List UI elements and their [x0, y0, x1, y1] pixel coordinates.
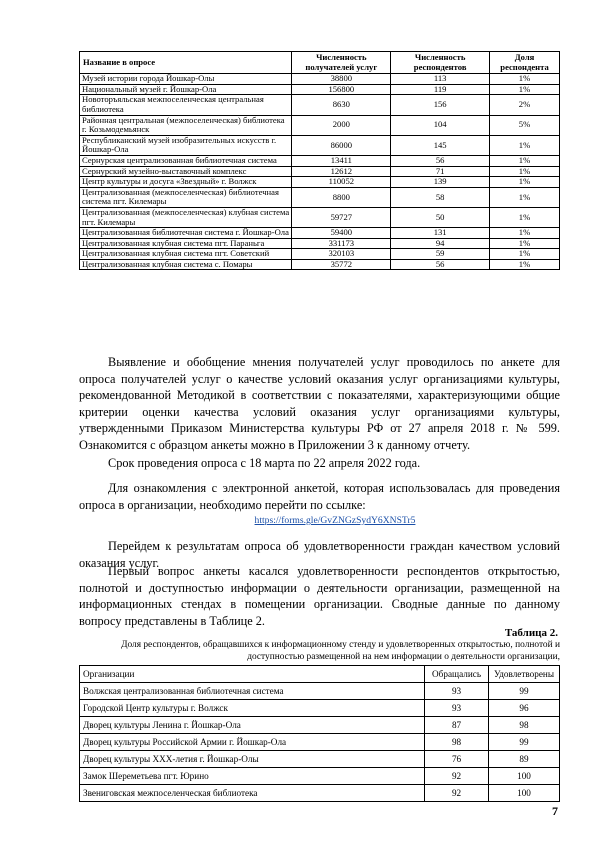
column-header-respondents: Численность респондентов — [391, 52, 490, 74]
cell-recipients: 12612 — [292, 166, 391, 177]
recipients-table — [79, 51, 560, 270]
table-row — [80, 768, 560, 785]
table-2-title: Таблица 2. — [504, 627, 558, 639]
column-header-satisfied: Удовлетворены — [489, 666, 560, 683]
cell-respondents: 58 — [391, 187, 490, 207]
table-row — [80, 115, 560, 135]
cell-share: 1% — [490, 238, 560, 249]
table-row — [80, 74, 560, 85]
cell-org: Дворец культуры Ленина г. Йошкар-Ола — [80, 717, 425, 734]
cell-name: Централизованная библиотечная система г. Йошкар-Ола — [80, 228, 292, 239]
table-row — [80, 95, 560, 115]
table-row — [80, 187, 560, 207]
paragraph-survey-method: Выявление и обобщение мнения получателей услуг проводилось по анкете для опроса получателей услуг о качестве условий оказания услуг организациями культуры, рекомендованной Методикой в соответствии с показателями, характеризующими общие критерии оценки качества условий оказания услуг организациями культуры, утвержденными Приказом Министерства культуры РФ от 27 апреля 2018 г. № 599. Ознакомится с образцом анкеты можно в Приложении 3 к данному отчету. — [79, 355, 560, 452]
cell-recipients: 35772 — [292, 259, 391, 270]
cell-recipients: 2000 — [292, 115, 391, 135]
cell-recipients: 13411 — [292, 155, 391, 166]
table-row — [80, 135, 560, 155]
column-header-share: Доля респондента — [490, 52, 560, 74]
cell-recipients: 38800 — [292, 74, 391, 85]
cell-share: 1% — [490, 155, 560, 166]
table-header-row — [80, 52, 560, 74]
cell-respondents: 50 — [391, 207, 490, 227]
cell-name: Центр культуры и досуга «Звездный» г. Волжск — [80, 177, 292, 188]
table-row — [80, 785, 560, 802]
cell-name: Сернурский музейно-выставочный комплекс — [80, 166, 292, 177]
table-row — [80, 177, 560, 188]
table-row — [80, 734, 560, 751]
table-row — [80, 249, 560, 260]
cell-name: Централизованная клубная система с. Помары — [80, 259, 292, 270]
cell-share: 1% — [490, 135, 560, 155]
cell-respondents: 113 — [391, 74, 490, 85]
cell-share: 1% — [490, 249, 560, 260]
cell-org: Городской Центр культуры г. Волжск — [80, 700, 425, 717]
cell-applied: 93 — [425, 683, 489, 700]
cell-satisfied: 100 — [489, 785, 560, 802]
cell-share: 1% — [490, 166, 560, 177]
cell-name: Централизованная клубная система пгт. Советский — [80, 249, 292, 260]
cell-recipients: 331173 — [292, 238, 391, 249]
cell-respondents: 56 — [391, 259, 490, 270]
paragraph-first-question: Первый вопрос анкеты касался удовлетворенности респондентов открытостью, полнотой и доступностью информации о деятельности организации, размещенной на информационных стендах в помещении организации. Сводные данные по данному вопросу представлены в Таблице 2. — [79, 564, 560, 628]
cell-recipients: 8630 — [292, 95, 391, 115]
cell-share: 1% — [490, 74, 560, 85]
cell-respondents: 56 — [391, 155, 490, 166]
cell-applied: 92 — [425, 768, 489, 785]
cell-share: 1% — [490, 177, 560, 188]
cell-satisfied: 89 — [489, 751, 560, 768]
cell-share: 1% — [490, 207, 560, 227]
table-row — [80, 228, 560, 239]
cell-applied: 87 — [425, 717, 489, 734]
page-number: 7 — [552, 804, 558, 818]
column-header-org: Организации — [80, 666, 425, 683]
cell-satisfied: 100 — [489, 768, 560, 785]
cell-share: 1% — [490, 259, 560, 270]
info-stand-table-body — [80, 683, 560, 802]
survey-form-link[interactable]: https://forms.gle/GvZNGzSydY6XNSTr5 — [254, 515, 416, 526]
cell-org: Дворец культуры XXX-летия г. Йошкар-Олы — [80, 751, 425, 768]
cell-applied: 76 — [425, 751, 489, 768]
cell-respondents: 145 — [391, 135, 490, 155]
table-row — [80, 238, 560, 249]
cell-satisfied: 96 — [489, 700, 560, 717]
cell-share: 1% — [490, 84, 560, 95]
table-row — [80, 166, 560, 177]
cell-org: Звениговская межпоселенческая библиотека — [80, 785, 425, 802]
cell-respondents: 71 — [391, 166, 490, 177]
recipients-table-body — [80, 74, 560, 270]
paragraph-survey-period: Срок проведения опроса с 18 марта по 22 апреля 2022 года. — [108, 456, 421, 470]
table-row — [80, 683, 560, 700]
cell-recipients: 59400 — [292, 228, 391, 239]
cell-share: 1% — [490, 228, 560, 239]
cell-share: 5% — [490, 115, 560, 135]
table-header-row — [80, 666, 560, 683]
cell-applied: 93 — [425, 700, 489, 717]
cell-respondents: 131 — [391, 228, 490, 239]
cell-name: Новоторъяльская межпоселенческая центральная библиотека — [80, 95, 292, 115]
cell-name: Централизованная (межпоселенческая) клубная система пгт. Килемары — [80, 207, 292, 227]
cell-name: Музей истории города Йошкар-Олы — [80, 74, 292, 85]
cell-name: Сернурская централизованная библиотечная система — [80, 155, 292, 166]
cell-satisfied: 98 — [489, 717, 560, 734]
cell-applied: 98 — [425, 734, 489, 751]
column-header-recipients: Численность получателей услуг — [292, 52, 391, 74]
cell-applied: 92 — [425, 785, 489, 802]
cell-respondents: 139 — [391, 177, 490, 188]
cell-share: 1% — [490, 187, 560, 207]
cell-name: Республиканский музей изобразительных искусств г. Йошкар-Ола — [80, 135, 292, 155]
cell-recipients: 8800 — [292, 187, 391, 207]
cell-name: Районная центральная (межпоселенческая) библиотека г. Козьмодемьянск — [80, 115, 292, 135]
table-row — [80, 717, 560, 734]
table-row — [80, 207, 560, 227]
cell-org: Волжская централизованная библиотечная система — [80, 683, 425, 700]
cell-name: Централизованная клубная система пгт. Параньга — [80, 238, 292, 249]
cell-respondents: 119 — [391, 84, 490, 95]
table-row — [80, 84, 560, 95]
cell-name: Национальный музей г. Йошкар-Ола — [80, 84, 292, 95]
cell-name: Централизованная (межпоселенческая) библиотечная система пгт. Килемары — [80, 187, 292, 207]
cell-respondents: 59 — [391, 249, 490, 260]
cell-satisfied: 99 — [489, 683, 560, 700]
column-header-name: Название в опросе — [80, 52, 292, 74]
cell-share: 2% — [490, 95, 560, 115]
cell-recipients: 59727 — [292, 207, 391, 227]
paragraph-link-intro: Для ознакомления с электронной анкетой, которая использовалась для проведения опроса в организации, необходимо перейти по ссылке: — [79, 481, 560, 512]
cell-recipients: 320103 — [292, 249, 391, 260]
cell-org: Замок Шереметьева пгт. Юрино — [80, 768, 425, 785]
table-row — [80, 700, 560, 717]
cell-satisfied: 99 — [489, 734, 560, 751]
cell-recipients: 86000 — [292, 135, 391, 155]
cell-respondents: 156 — [391, 95, 490, 115]
table-row — [80, 259, 560, 270]
column-header-applied: Обращались — [425, 666, 489, 683]
cell-respondents: 94 — [391, 238, 490, 249]
cell-respondents: 104 — [391, 115, 490, 135]
table-2-caption: Доля респондентов, обращавшихся к информационному стенду и удовлетворенных открытостью, полнотой и доступностью размещенной на нем информации о деятельности организации, — [121, 640, 560, 662]
cell-recipients: 110052 — [292, 177, 391, 188]
paragraph-results-intro: Перейдем к результатам опроса об удовлетворенности граждан качеством условий оказания услуг. — [79, 539, 560, 570]
info-stand-satisfaction-table — [79, 665, 560, 802]
table-row — [80, 751, 560, 768]
cell-org: Дворец культуры Российской Армии г. Йошкар-Ола — [80, 734, 425, 751]
table-row — [80, 155, 560, 166]
cell-recipients: 156800 — [292, 84, 391, 95]
